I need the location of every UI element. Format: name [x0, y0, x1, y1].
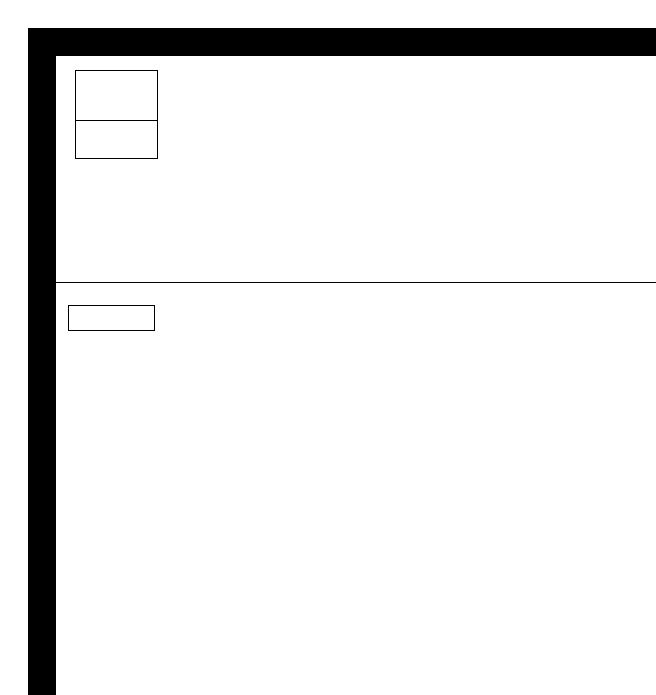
marks-box: [68, 305, 155, 331]
decorative-border-left: [28, 28, 56, 695]
decorative-border-top: [28, 28, 656, 56]
section-divider: [56, 282, 656, 283]
score-box: [75, 70, 158, 159]
